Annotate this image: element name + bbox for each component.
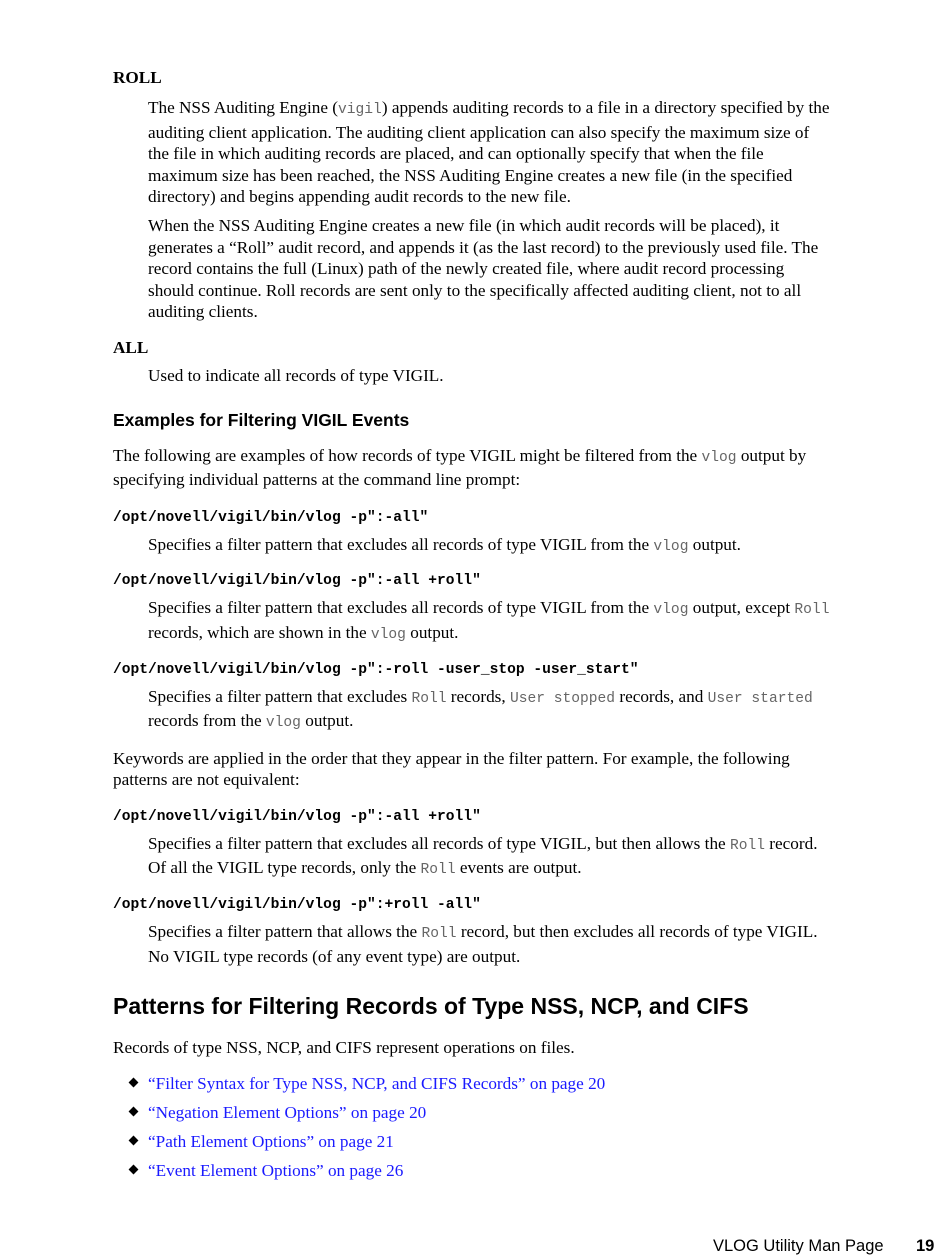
roll-paragraph-2: When the NSS Auditing Engine creates a new file (in which audit records will be placed), it generates a “Roll” audit record, and appends it (as the last record) to the previously used file. The record contains the full (Linux) path of the newly created file, where audit record processing should continue. Roll records are sent only to the specifically affected auditing client, not to all auditing clients. bbox=[148, 215, 819, 322]
code-vlog: vlog bbox=[701, 449, 737, 466]
list-item bbox=[113, 1160, 833, 1189]
order-note: Keywords are applied in the order that they appear in the filter pattern. For example, the following patterns are not equivalent: bbox=[113, 748, 790, 790]
link-list bbox=[113, 1073, 833, 1189]
example-command-5: /opt/novell/vigil/bin/vlog -p":+roll -all" bbox=[113, 897, 481, 914]
code-roll: Roll bbox=[729, 837, 765, 854]
example-description-5: Specifies a filter pattern that allows the Roll record, but then excludes all records of type VIGIL. No VIGIL type records (of any event type) are output. bbox=[148, 922, 818, 966]
list-item bbox=[113, 1073, 833, 1102]
all-paragraph: Used to indicate all records of type VIGIL. bbox=[148, 365, 444, 385]
diamond-bullet-icon bbox=[129, 1106, 139, 1116]
term-roll: ROLL bbox=[113, 68, 162, 87]
link-event-element-options[interactable]: “Event Element Options” on page 26 bbox=[148, 1160, 404, 1180]
code-vlog: vlog bbox=[653, 538, 689, 555]
examples-intro: The following are examples of how records of type VIGIL might be filtered from the vlog output by specifying individual patterns at the command line prompt: bbox=[113, 445, 807, 490]
roll-paragraph-1: The NSS Auditing Engine (vigil) appends auditing records to a file in a directory specified by the auditing client application. The auditing client application can also specify the maximum size of the file in which auditing records are placed, and can optionally specify that when the file maximum size has been reached, the NSS Auditing Engine creates a new file (in the specified directory) and begins appending audit records to the new file. bbox=[148, 98, 830, 207]
all-definition bbox=[148, 365, 833, 387]
page-number: 19 bbox=[916, 1237, 935, 1255]
code-roll: Roll bbox=[794, 602, 830, 619]
example-description-4: Specifies a filter pattern that excludes all records of type VIGIL, but then allows the Roll record. Of all the VIGIL type records, only the Roll events are output. bbox=[148, 833, 818, 879]
page-footer bbox=[713, 1236, 935, 1256]
document-page bbox=[113, 67, 833, 1189]
example-command-4: /opt/novell/vigil/bin/vlog -p":-all +roll" bbox=[113, 808, 481, 825]
link-negation-element-options[interactable]: “Negation Element Options” on page 20 bbox=[148, 1102, 427, 1122]
example-description-3: Specifies a filter pattern that excludes Roll records, User stopped records, and User started records from the vlog output. bbox=[148, 686, 813, 732]
code-user-started: User started bbox=[707, 690, 813, 707]
term-all: ALL bbox=[113, 337, 149, 357]
example-description-1: Specifies a filter pattern that excludes all records of type VIGIL from the vlog output. bbox=[148, 534, 741, 555]
section-heading: Patterns for Filtering Records of Type NSS, NCP, and CIFS bbox=[113, 993, 749, 1020]
code-user-stopped: User stopped bbox=[509, 690, 616, 707]
code-vlog: vlog bbox=[370, 626, 406, 643]
code-vlog: vlog bbox=[653, 602, 689, 619]
roll-definition bbox=[148, 97, 833, 323]
code-vigil: vigil bbox=[338, 102, 382, 118]
examples-heading: Examples for Filtering VIGIL Events bbox=[113, 409, 410, 430]
link-filter-syntax[interactable]: “Filter Syntax for Type NSS, NCP, and CIFS Records” on page 20 bbox=[148, 1073, 606, 1093]
diamond-bullet-icon bbox=[129, 1077, 139, 1087]
example-command-1: /opt/novell/vigil/bin/vlog -p":-all" bbox=[113, 509, 429, 526]
example-command-2: /opt/novell/vigil/bin/vlog -p":-all +roll" bbox=[113, 573, 481, 590]
diamond-bullet-icon bbox=[129, 1135, 139, 1145]
example-command-3: /opt/novell/vigil/bin/vlog -p":-roll -user_stop -user_start" bbox=[113, 661, 639, 678]
list-item bbox=[113, 1131, 833, 1160]
link-path-element-options[interactable]: “Path Element Options” on page 21 bbox=[148, 1131, 394, 1151]
code-vlog: vlog bbox=[265, 715, 301, 732]
code-roll: Roll bbox=[421, 926, 457, 943]
patterns-intro: Records of type NSS, NCP, and CIFS represent operations on files. bbox=[113, 1038, 575, 1058]
code-roll: Roll bbox=[420, 862, 456, 879]
code-roll: Roll bbox=[411, 690, 447, 707]
example-description-2: Specifies a filter pattern that excludes all records of type VIGIL from the vlog output, except Roll records, which are shown in the vlog output. bbox=[148, 598, 830, 643]
list-item bbox=[113, 1102, 833, 1131]
footer-title: VLOG Utility Man Page bbox=[713, 1237, 884, 1255]
diamond-bullet-icon bbox=[129, 1164, 139, 1174]
